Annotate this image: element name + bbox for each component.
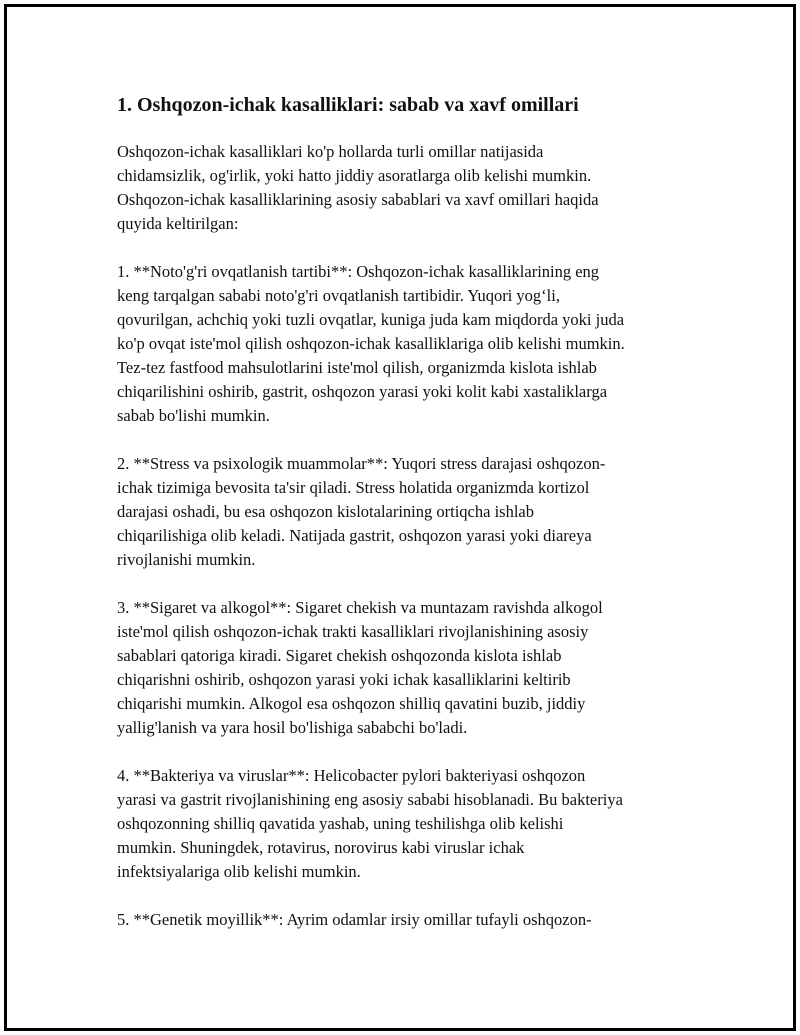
text-line: yallig'lanish va yara hosil bo'lishiga sababchi bo'ladi. — [117, 718, 468, 737]
text-line: keng tarqalgan sababi noto'g'ri ovqatlanish tartibidir. Yuqori yog‘li, — [117, 286, 560, 305]
text-line: Oshqozon-ichak kasalliklari ko'p hollarda turli omillar natijasida — [117, 142, 544, 161]
paragraph-item-1 — [117, 260, 682, 428]
text-line: chiqarishni oshirib, oshqozon yarasi yoki ichak kasalliklarini keltirib — [117, 670, 571, 689]
text-line: 4. **Bakteriya va viruslar**: Helicobacter pylori bakteriyasi oshqozon — [117, 766, 586, 785]
paragraph-item-5 — [117, 908, 682, 932]
text-line: qovurilgan, achchiq yoki tuzli ovqatlar, kuniga juda kam miqdorda yoki juda — [117, 310, 625, 329]
text-line: rivojlanishi mumkin. — [117, 550, 256, 569]
text-line: quyida keltirilgan: — [117, 214, 239, 233]
text-line: sabab bo'lishi mumkin. — [117, 406, 270, 425]
paragraph-item-3 — [117, 596, 682, 740]
text-line: ko'p ovqat iste'mol qilish oshqozon-ichak kasalliklariga olib kelishi mumkin. — [117, 334, 625, 353]
paragraph-item-4 — [117, 764, 682, 884]
text-line: iste'mol qilish oshqozon-ichak trakti kasalliklari rivojlanishining asosiy — [117, 622, 589, 641]
text-line: oshqozonning shilliq qavatida yashab, uning teshilishga olib kelishi — [117, 814, 564, 833]
text-line: chiqarilishini oshirib, gastrit, oshqozon yarasi yoki kolit kabi xastaliklarga — [117, 382, 608, 401]
text-line: 3. **Sigaret va alkogol**: Sigaret chekish va muntazam ravishda alkogol — [117, 598, 603, 617]
text-line: infektsiyalariga olib kelishi mumkin. — [117, 862, 361, 881]
text-line: darajasi oshadi, bu esa oshqozon kislotalarining ortiqcha ishlab — [117, 502, 534, 521]
text-line: sabablari qatoriga kiradi. Sigaret chekish oshqozonda kislota ishlab — [117, 646, 562, 665]
text-line: yarasi va gastrit rivojlanishining eng asosiy sababi hisoblanadi. Bu bakteriya — [117, 790, 623, 809]
text-line: chiqarishi mumkin. Alkogol esa oshqozon shilliq qavatini buzib, jiddiy — [117, 694, 586, 713]
document-body — [117, 92, 682, 956]
text-line: chiqarilishiga olib keladi. Natijada gastrit, oshqozon yarasi yoki diareya — [117, 526, 592, 545]
text-line: ichak tizimiga bevosita ta'sir qiladi. Stress holatida organizmda kortizol — [117, 478, 590, 497]
paragraph-intro — [117, 140, 682, 236]
text-line: 5. **Genetik moyillik**: Ayrim odamlar irsiy omillar tufayli oshqozon- — [117, 910, 592, 929]
text-line: 1. **Noto'g'ri ovqatlanish tartibi**: Oshqozon-ichak kasalliklarining eng — [117, 262, 600, 281]
text-line: 2. **Stress va psixologik muammolar**: Yuqori stress darajasi oshqozon- — [117, 454, 606, 473]
text-line: Oshqozon-ichak kasalliklarining asosiy sabablari va xavf omillari haqida — [117, 190, 599, 209]
text-line: chidamsizlik, og'irlik, yoki hatto jiddiy asoratlarga olib kelishi mumkin. — [117, 166, 592, 185]
document-title: 1. Oshqozon-ichak kasalliklari: sabab va xavf omillari — [117, 94, 579, 116]
paragraph-item-2 — [117, 452, 682, 572]
text-line: mumkin. Shuningdek, rotavirus, norovirus kabi viruslar ichak — [117, 838, 525, 857]
text-line: Tez-tez fastfood mahsulotlarini iste'mol qilish, organizmda kislota ishlab — [117, 358, 597, 377]
